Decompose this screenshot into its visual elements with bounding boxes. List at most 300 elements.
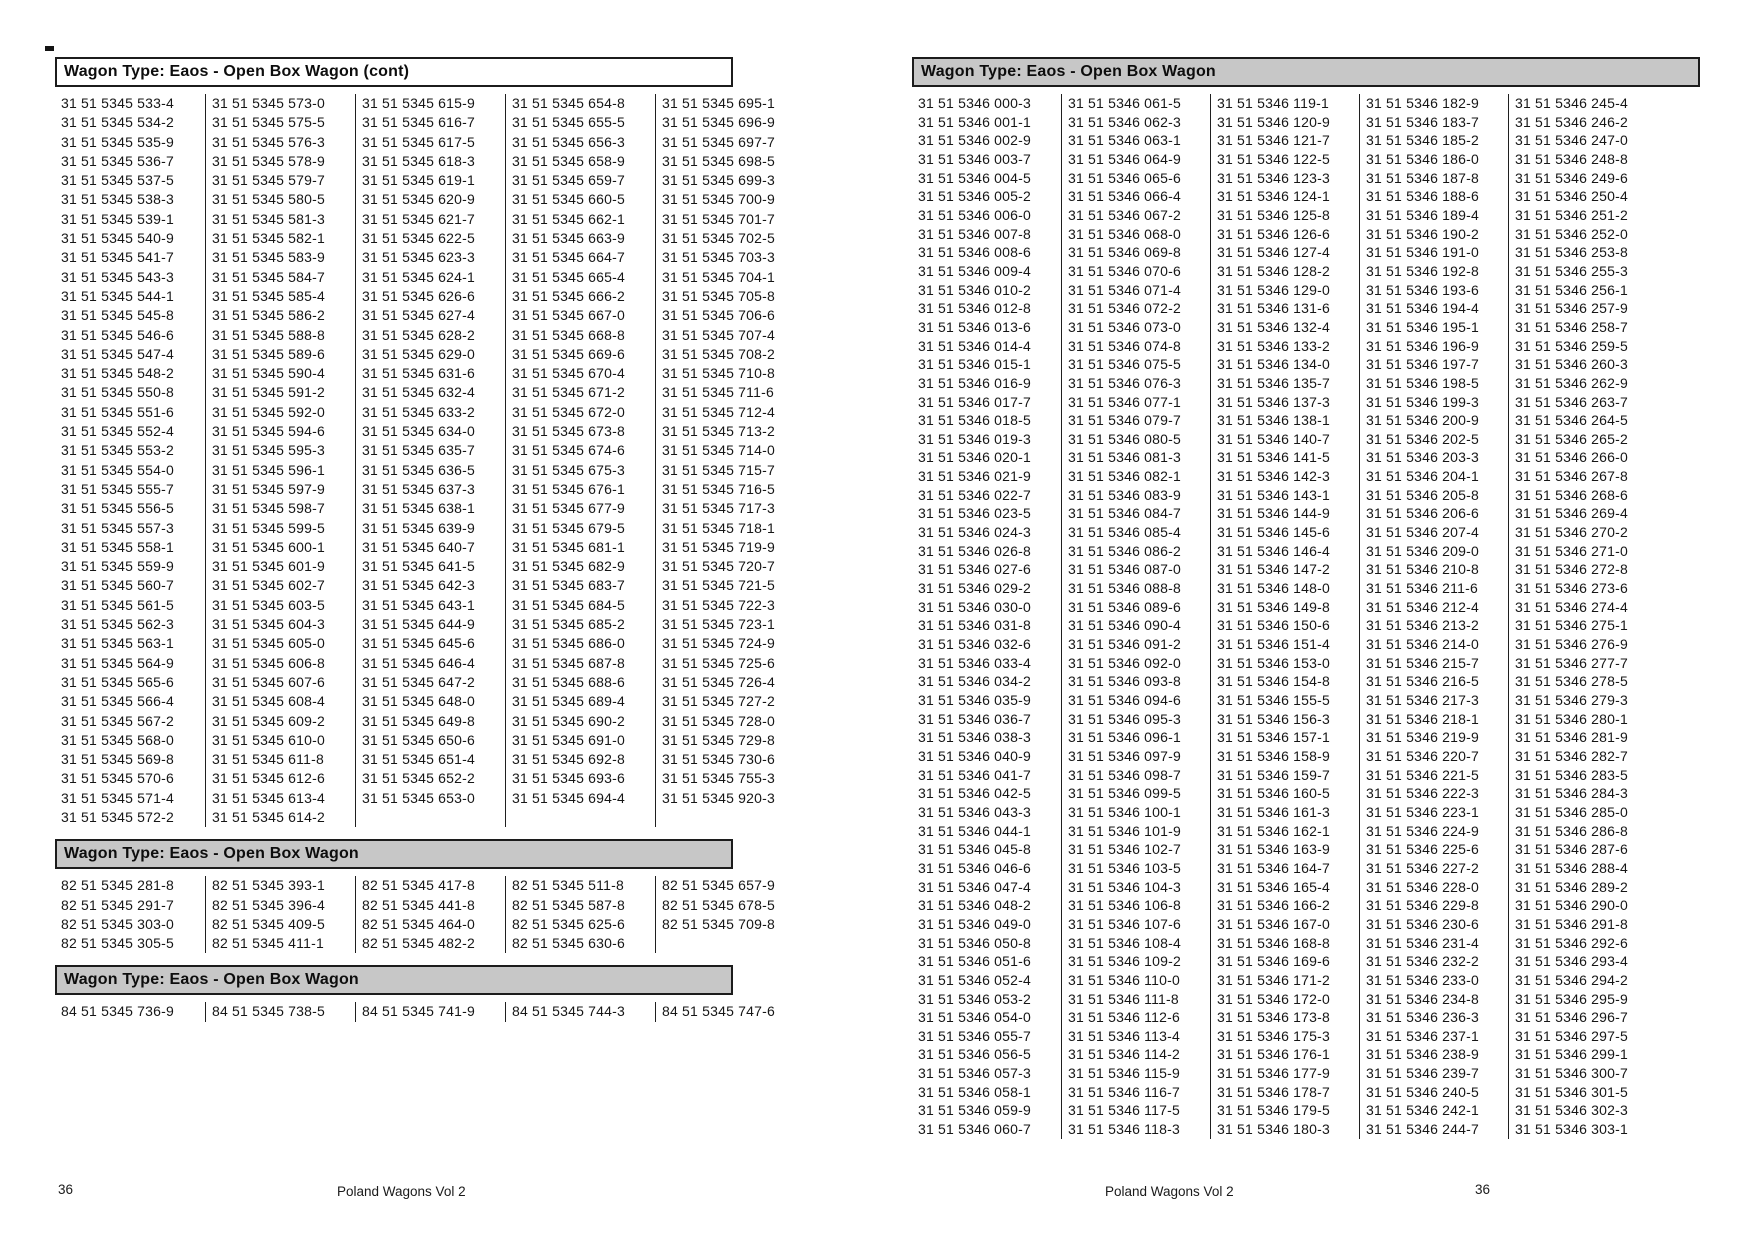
wagon-number: 31 51 5345 664-7 <box>512 249 625 266</box>
wagon-number: 31 51 5345 670-4 <box>512 365 625 382</box>
wagon-number: 31 51 5346 151-4 <box>1217 636 1330 653</box>
wagon-number: 31 51 5346 108-4 <box>1068 934 1181 951</box>
wagon-number: 31 51 5346 132-4 <box>1217 318 1330 335</box>
wagon-number: 31 51 5346 207-4 <box>1366 524 1479 541</box>
wagon-number: 31 51 5345 716-5 <box>662 480 775 497</box>
wagon-number: 31 51 5345 724-9 <box>662 635 775 652</box>
wagon-number: 31 51 5346 138-1 <box>1217 412 1330 429</box>
wagon-number: 31 51 5346 227-2 <box>1366 859 1479 876</box>
wagon-number: 31 51 5346 098-7 <box>1068 766 1181 783</box>
wagon-number: 31 51 5346 124-1 <box>1217 188 1330 205</box>
wagon-number: 31 51 5345 649-8 <box>362 712 475 729</box>
wagon-number: 31 51 5346 021-9 <box>918 468 1031 485</box>
wagon-number: 31 51 5345 726-4 <box>662 673 775 690</box>
wagon-number-column <box>355 1002 505 1021</box>
wagon-number: 31 51 5346 086-2 <box>1068 542 1181 559</box>
wagon-number: 31 51 5346 115-9 <box>1068 1065 1180 1082</box>
wagon-number: 31 51 5346 164-7 <box>1217 859 1330 876</box>
wagon-number: 31 51 5346 003-7 <box>918 150 1031 167</box>
wagon-number: 31 51 5346 077-1 <box>1068 393 1181 410</box>
wagon-number: 31 51 5346 045-8 <box>918 841 1031 858</box>
wagon-number: 31 51 5346 218-1 <box>1366 710 1479 727</box>
wagon-number: 31 51 5346 144-9 <box>1217 505 1330 522</box>
wagon-number-table <box>55 1002 860 1021</box>
wagon-number: 31 51 5345 643-1 <box>362 596 475 613</box>
wagon-number: 31 51 5345 566-4 <box>61 693 174 710</box>
wagon-number: 31 51 5346 014-4 <box>918 337 1031 354</box>
wagon-number: 31 51 5345 601-9 <box>212 558 325 575</box>
wagon-number: 31 51 5345 541-7 <box>61 249 174 266</box>
wagon-number: 31 51 5345 692-8 <box>512 751 625 768</box>
wagon-number: 31 51 5346 253-8 <box>1515 244 1628 261</box>
wagon-number: 84 51 5345 744-3 <box>512 1003 625 1020</box>
wagon-number: 31 51 5346 146-4 <box>1217 542 1330 559</box>
wagon-number: 31 51 5346 044-1 <box>918 822 1031 839</box>
wagon-number-column <box>505 1002 655 1021</box>
wagon-number: 82 51 5345 709-8 <box>662 915 775 932</box>
wagon-number: 31 51 5346 064-9 <box>1068 150 1181 167</box>
wagon-number: 31 51 5345 659-7 <box>512 172 625 189</box>
wagon-number: 31 51 5345 611-8 <box>212 751 324 768</box>
wagon-number: 31 51 5346 296-7 <box>1515 1009 1628 1026</box>
wagon-number: 31 51 5345 636-5 <box>362 461 475 478</box>
wagon-number: 31 51 5346 264-5 <box>1515 412 1628 429</box>
wagon-number: 31 51 5346 169-6 <box>1217 953 1330 970</box>
wagon-number: 31 51 5346 299-1 <box>1515 1046 1628 1063</box>
wagon-number: 31 51 5345 599-5 <box>212 519 325 536</box>
wagon-type-header <box>55 839 733 869</box>
wagon-number: 31 51 5346 272-8 <box>1515 561 1628 578</box>
wagon-number: 31 51 5345 610-0 <box>212 731 325 748</box>
wagon-number: 31 51 5346 075-5 <box>1068 356 1181 373</box>
wagon-number: 31 51 5345 584-7 <box>212 268 325 285</box>
wagon-number: 82 51 5345 281-8 <box>61 877 174 894</box>
wagon-number: 31 51 5346 278-5 <box>1515 673 1628 690</box>
wagon-number: 31 51 5346 031-8 <box>918 617 1031 634</box>
wagon-number: 31 51 5345 646-4 <box>362 654 475 671</box>
wagon-number: 31 51 5346 225-6 <box>1366 841 1479 858</box>
wagon-number: 31 51 5346 165-4 <box>1217 878 1330 895</box>
wagon-number: 31 51 5345 660-5 <box>512 191 625 208</box>
wagon-number: 31 51 5345 569-8 <box>61 751 174 768</box>
wagon-number: 31 51 5345 690-2 <box>512 712 625 729</box>
wagon-number: 31 51 5346 294-2 <box>1515 971 1628 988</box>
wagon-number: 31 51 5346 128-2 <box>1217 262 1330 279</box>
wagon-number: 31 51 5345 725-6 <box>662 654 775 671</box>
wagon-number: 31 51 5345 581-3 <box>212 210 325 227</box>
wagon-number: 31 51 5346 056-5 <box>918 1046 1031 1063</box>
wagon-number: 31 51 5346 300-7 <box>1515 1065 1628 1082</box>
wagon-number: 31 51 5346 046-6 <box>918 859 1031 876</box>
wagon-number: 31 51 5346 002-9 <box>918 132 1031 149</box>
wagon-number: 31 51 5345 558-1 <box>61 538 174 555</box>
wagon-number: 31 51 5346 074-8 <box>1068 337 1181 354</box>
wagon-number: 31 51 5345 609-2 <box>212 712 325 729</box>
wagon-number: 31 51 5346 288-4 <box>1515 859 1628 876</box>
wagon-number: 31 51 5346 085-4 <box>1068 524 1181 541</box>
wagon-number: 31 51 5345 583-9 <box>212 249 325 266</box>
wagon-number: 31 51 5345 604-3 <box>212 616 325 633</box>
wagon-number: 31 51 5345 603-5 <box>212 596 325 613</box>
wagon-number: 31 51 5346 244-7 <box>1366 1121 1479 1138</box>
wagon-type-block <box>912 57 1712 1139</box>
wagon-number: 31 51 5346 230-6 <box>1366 915 1479 932</box>
wagon-number: 31 51 5346 303-1 <box>1515 1121 1628 1138</box>
wagon-number: 31 51 5346 141-5 <box>1217 449 1330 466</box>
wagon-number: 31 51 5345 533-4 <box>61 95 174 111</box>
right-footer-title: Poland Wagons Vol 2 <box>1105 1184 1234 1199</box>
wagon-number: 31 51 5346 204-1 <box>1366 468 1479 485</box>
wagon-number: 82 51 5345 511-8 <box>512 877 624 894</box>
wagon-number: 31 51 5346 287-6 <box>1515 841 1628 858</box>
wagon-number: 31 51 5346 127-4 <box>1217 244 1330 261</box>
wagon-number: 31 51 5346 275-1 <box>1515 617 1628 634</box>
wagon-number: 31 51 5346 092-0 <box>1068 654 1181 671</box>
wagon-number: 31 51 5346 194-4 <box>1366 300 1479 317</box>
wagon-number: 31 51 5346 087-0 <box>1068 561 1181 578</box>
wagon-number: 31 51 5345 712-4 <box>662 403 775 420</box>
wagon-number: 31 51 5346 048-2 <box>918 897 1031 914</box>
wagon-number: 31 51 5346 192-8 <box>1366 262 1479 279</box>
wagon-number: 31 51 5346 179-5 <box>1217 1102 1330 1119</box>
wagon-number-table <box>55 876 860 953</box>
wagon-number: 31 51 5345 645-6 <box>362 635 475 652</box>
wagon-number: 31 51 5345 557-3 <box>61 519 174 536</box>
wagon-number: 31 51 5345 713-2 <box>662 423 775 440</box>
wagon-number: 31 51 5346 033-4 <box>918 654 1031 671</box>
wagon-number: 31 51 5345 714-0 <box>662 442 775 459</box>
wagon-number: 31 51 5346 290-0 <box>1515 897 1628 914</box>
wagon-number: 31 51 5345 642-3 <box>362 577 475 594</box>
wagon-number: 31 51 5346 113-4 <box>1068 1027 1180 1044</box>
wagon-number-column <box>355 94 505 827</box>
wagon-number: 31 51 5346 081-3 <box>1068 449 1181 466</box>
wagon-type-header <box>55 57 733 87</box>
wagon-number: 31 51 5345 686-0 <box>512 635 625 652</box>
wagon-number: 31 51 5345 755-3 <box>662 770 775 787</box>
wagon-number: 31 51 5346 060-7 <box>918 1121 1031 1138</box>
wagon-number: 31 51 5345 567-2 <box>61 712 174 729</box>
wagon-number: 31 51 5345 677-9 <box>512 500 625 517</box>
wagon-number: 31 51 5345 617-5 <box>362 133 475 150</box>
wagon-number: 31 51 5346 157-1 <box>1217 729 1330 746</box>
wagon-number: 31 51 5346 251-2 <box>1515 206 1628 223</box>
wagon-number: 31 51 5345 648-0 <box>362 693 475 710</box>
wagon-number: 31 51 5346 188-6 <box>1366 188 1479 205</box>
wagon-number: 31 51 5345 562-3 <box>61 616 174 633</box>
wagon-number: 31 51 5346 053-2 <box>918 990 1031 1007</box>
wagon-number: 31 51 5346 069-8 <box>1068 244 1181 261</box>
wagon-number: 31 51 5346 066-4 <box>1068 188 1181 205</box>
wagon-number: 31 51 5346 036-7 <box>918 710 1031 727</box>
wagon-number: 31 51 5345 596-1 <box>212 461 325 478</box>
wagon-number: 31 51 5346 267-8 <box>1515 468 1628 485</box>
wagon-number: 31 51 5346 073-0 <box>1068 318 1181 335</box>
wagon-number: 84 51 5345 747-6 <box>662 1003 775 1020</box>
wagon-number: 31 51 5345 683-7 <box>512 577 625 594</box>
wagon-number: 31 51 5345 607-6 <box>212 673 325 690</box>
wagon-type-block <box>55 839 860 953</box>
wagon-number: 31 51 5346 161-3 <box>1217 803 1330 820</box>
wagon-number: 31 51 5346 137-3 <box>1217 393 1330 410</box>
wagon-number: 31 51 5345 653-0 <box>362 789 475 806</box>
wagon-number: 84 51 5345 736-9 <box>61 1003 174 1020</box>
wagon-number: 31 51 5345 548-2 <box>61 365 174 382</box>
wagon-number: 31 51 5345 635-7 <box>362 442 475 459</box>
wagon-number: 82 51 5345 396-4 <box>212 896 325 913</box>
wagon-number: 31 51 5346 055-7 <box>918 1027 1031 1044</box>
wagon-number: 31 51 5346 262-9 <box>1515 374 1628 391</box>
wagon-number: 31 51 5346 239-7 <box>1366 1065 1479 1082</box>
wagon-number: 31 51 5346 242-1 <box>1366 1102 1479 1119</box>
wagon-number: 31 51 5346 154-8 <box>1217 673 1330 690</box>
wagon-number: 31 51 5345 693-6 <box>512 770 625 787</box>
wagon-number: 31 51 5345 666-2 <box>512 287 625 304</box>
wagon-number: 31 51 5345 729-8 <box>662 731 775 748</box>
wagon-number: 31 51 5346 022-7 <box>918 486 1031 503</box>
wagon-number: 31 51 5346 221-5 <box>1366 766 1479 783</box>
wagon-number: 31 51 5346 057-3 <box>918 1065 1031 1082</box>
wagon-number: 31 51 5346 268-6 <box>1515 486 1628 503</box>
wagon-number: 31 51 5345 580-5 <box>212 191 325 208</box>
wagon-number: 31 51 5345 672-0 <box>512 403 625 420</box>
wagon-number: 31 51 5345 568-0 <box>61 731 174 748</box>
wagon-number: 31 51 5346 076-3 <box>1068 374 1181 391</box>
wagon-number: 31 51 5346 203-3 <box>1366 449 1479 466</box>
wagon-number: 31 51 5345 626-6 <box>362 287 475 304</box>
wagon-number: 31 51 5346 120-9 <box>1217 113 1330 130</box>
wagon-number: 31 51 5346 185-2 <box>1366 132 1479 149</box>
wagon-number: 31 51 5345 553-2 <box>61 442 174 459</box>
wagon-number: 31 51 5346 123-3 <box>1217 169 1330 186</box>
wagon-number: 31 51 5346 083-9 <box>1068 486 1181 503</box>
wagon-number: 31 51 5346 140-7 <box>1217 430 1330 447</box>
wagon-number: 31 51 5345 662-1 <box>512 210 625 227</box>
wagon-number: 31 51 5346 088-8 <box>1068 580 1181 597</box>
wagon-number: 31 51 5346 168-8 <box>1217 934 1330 951</box>
wagon-number: 31 51 5346 071-4 <box>1068 281 1181 298</box>
wagon-number: 31 51 5345 675-3 <box>512 461 625 478</box>
wagon-number: 31 51 5346 027-6 <box>918 561 1031 578</box>
wagon-number: 31 51 5345 706-6 <box>662 307 775 324</box>
wagon-number: 31 51 5346 122-5 <box>1217 150 1330 167</box>
wagon-number: 31 51 5345 640-7 <box>362 538 475 555</box>
wagon-number: 31 51 5346 135-7 <box>1217 374 1330 391</box>
wagon-number: 31 51 5345 621-7 <box>362 210 475 227</box>
wagon-number: 31 51 5346 147-2 <box>1217 561 1330 578</box>
wagon-number: 31 51 5346 054-0 <box>918 1009 1031 1026</box>
wagon-number: 31 51 5345 606-8 <box>212 654 325 671</box>
wagon-number: 31 51 5345 708-2 <box>662 345 775 362</box>
wagon-number: 31 51 5345 704-1 <box>662 268 775 285</box>
wagon-number: 31 51 5345 550-8 <box>61 384 174 401</box>
wagon-number: 31 51 5346 093-8 <box>1068 673 1181 690</box>
wagon-number: 31 51 5346 012-8 <box>918 300 1031 317</box>
wagon-type-block <box>55 57 860 827</box>
wagon-number: 31 51 5345 556-5 <box>61 500 174 517</box>
wagon-number: 31 51 5345 644-9 <box>362 616 475 633</box>
wagon-number: 31 51 5346 257-9 <box>1515 300 1628 317</box>
left-page <box>55 57 860 1199</box>
wagon-number: 31 51 5346 293-4 <box>1515 953 1628 970</box>
left-page-number: 36 <box>58 1182 74 1197</box>
wagon-number: 31 51 5346 009-4 <box>918 262 1031 279</box>
wagon-number: 31 51 5346 187-8 <box>1366 169 1479 186</box>
wagon-number: 82 51 5345 441-8 <box>362 896 475 913</box>
wagon-number: 31 51 5346 042-5 <box>918 785 1031 802</box>
wagon-number: 31 51 5346 019-3 <box>918 430 1031 447</box>
wagon-number: 82 51 5345 464-0 <box>362 915 475 932</box>
wagon-number: 31 51 5346 301-5 <box>1515 1083 1628 1100</box>
wagon-number: 31 51 5345 608-4 <box>212 693 325 710</box>
wagon-number: 31 51 5346 297-5 <box>1515 1027 1628 1044</box>
right-page <box>912 57 1712 1199</box>
wagon-number: 31 51 5345 710-8 <box>662 365 775 382</box>
wagon-number-table <box>55 94 860 827</box>
wagon-number: 31 51 5346 291-8 <box>1515 915 1628 932</box>
wagon-number: 31 51 5345 656-3 <box>512 133 625 150</box>
wagon-number: 31 51 5346 134-0 <box>1217 356 1330 373</box>
wagon-number-table <box>912 94 1712 1139</box>
scan-artifact <box>45 46 54 51</box>
wagon-number: 31 51 5346 222-3 <box>1366 785 1479 802</box>
wagon-number: 31 51 5346 295-9 <box>1515 990 1628 1007</box>
wagon-number: 31 51 5345 622-5 <box>362 230 475 247</box>
wagon-number-column <box>1210 94 1359 1139</box>
wagon-number: 31 51 5345 674-6 <box>512 442 625 459</box>
wagon-number: 31 51 5346 106-8 <box>1068 897 1181 914</box>
wagon-number: 31 51 5346 061-5 <box>1068 95 1181 111</box>
wagon-number: 31 51 5345 534-2 <box>61 114 174 131</box>
wagon-number: 31 51 5346 246-2 <box>1515 113 1628 130</box>
wagon-number: 31 51 5346 072-2 <box>1068 300 1181 317</box>
wagon-number: 31 51 5345 612-6 <box>212 770 325 787</box>
wagon-number-column <box>505 876 655 953</box>
wagon-number: 31 51 5345 637-3 <box>362 480 475 497</box>
wagon-number: 31 51 5346 219-9 <box>1366 729 1479 746</box>
wagon-number: 31 51 5345 555-7 <box>61 480 174 497</box>
wagon-number-column <box>1061 94 1210 1139</box>
wagon-number: 82 51 5345 587-8 <box>512 896 625 913</box>
wagon-number: 31 51 5346 270-2 <box>1515 524 1628 541</box>
wagon-number: 31 51 5346 229-8 <box>1366 897 1479 914</box>
wagon-number: 31 51 5346 110-0 <box>1068 971 1180 988</box>
wagon-number: 31 51 5345 719-9 <box>662 538 775 555</box>
wagon-number: 31 51 5346 089-6 <box>1068 598 1181 615</box>
wagon-number: 31 51 5345 554-0 <box>61 461 174 478</box>
wagon-number: 31 51 5345 728-0 <box>662 712 775 729</box>
wagon-number: 31 51 5346 006-0 <box>918 206 1031 223</box>
wagon-number: 31 51 5345 565-6 <box>61 673 174 690</box>
wagon-number: 31 51 5346 090-4 <box>1068 617 1181 634</box>
wagon-number: 31 51 5346 018-5 <box>918 412 1031 429</box>
wagon-number: 31 51 5346 010-2 <box>918 281 1031 298</box>
wagon-number: 31 51 5346 051-6 <box>918 953 1031 970</box>
wagon-number: 31 51 5345 669-6 <box>512 345 625 362</box>
wagon-number: 31 51 5346 276-9 <box>1515 636 1628 653</box>
wagon-number: 31 51 5345 707-4 <box>662 326 775 343</box>
wagon-number: 31 51 5346 040-9 <box>918 747 1031 764</box>
wagon-number: 31 51 5345 699-3 <box>662 172 775 189</box>
wagon-number: 31 51 5346 148-0 <box>1217 580 1330 597</box>
wagon-number: 31 51 5345 592-0 <box>212 403 325 420</box>
wagon-number: 31 51 5345 628-2 <box>362 326 475 343</box>
wagon-number: 31 51 5345 563-1 <box>61 635 174 652</box>
wagon-number: 31 51 5346 252-0 <box>1515 225 1628 242</box>
wagon-number: 31 51 5346 196-9 <box>1366 337 1479 354</box>
wagon-number: 31 51 5345 544-1 <box>61 287 174 304</box>
wagon-number: 31 51 5345 682-9 <box>512 558 625 575</box>
wagon-number: 31 51 5346 282-7 <box>1515 747 1628 764</box>
wagon-number: 31 51 5345 585-4 <box>212 287 325 304</box>
wagon-number: 31 51 5345 616-7 <box>362 114 475 131</box>
wagon-number: 31 51 5346 084-7 <box>1068 505 1181 522</box>
wagon-number: 31 51 5346 100-1 <box>1068 803 1181 820</box>
wagon-number: 31 51 5345 730-6 <box>662 751 775 768</box>
wagon-number: 31 51 5345 634-0 <box>362 423 475 440</box>
wagon-number: 31 51 5346 091-2 <box>1068 636 1181 653</box>
wagon-number: 31 51 5346 158-9 <box>1217 747 1330 764</box>
wagon-number: 31 51 5346 149-8 <box>1217 598 1330 615</box>
wagon-number: 31 51 5345 687-8 <box>512 654 625 671</box>
wagon-number-column <box>655 94 805 827</box>
wagon-number: 31 51 5345 571-4 <box>61 789 174 806</box>
wagon-type-title: Wagon Type: Eaos - Open Box Wagon <box>64 845 359 863</box>
wagon-number: 31 51 5345 654-8 <box>512 95 625 111</box>
wagon-number: 31 51 5346 177-9 <box>1217 1065 1330 1082</box>
wagon-number: 31 51 5345 697-7 <box>662 133 775 150</box>
wagon-number: 31 51 5346 050-8 <box>918 934 1031 951</box>
wagon-number: 31 51 5346 001-1 <box>918 113 1031 130</box>
wagon-number: 31 51 5345 623-3 <box>362 249 475 266</box>
wagon-number: 31 51 5346 159-7 <box>1217 766 1330 783</box>
wagon-number-column <box>55 1002 205 1021</box>
wagon-number: 31 51 5345 627-4 <box>362 307 475 324</box>
wagon-number-column <box>205 1002 355 1021</box>
wagon-number: 31 51 5345 700-9 <box>662 191 775 208</box>
wagon-number: 31 51 5346 175-3 <box>1217 1027 1330 1044</box>
wagon-number: 31 51 5346 020-1 <box>918 449 1031 466</box>
wagon-number: 31 51 5346 041-7 <box>918 766 1031 783</box>
wagon-number: 31 51 5346 111-8 <box>1068 990 1179 1007</box>
wagon-number: 31 51 5345 590-4 <box>212 365 325 382</box>
wagon-number: 31 51 5346 211-6 <box>1366 580 1478 597</box>
wagon-number: 31 51 5346 005-2 <box>918 188 1031 205</box>
wagon-number: 31 51 5346 284-3 <box>1515 785 1628 802</box>
wagon-number: 31 51 5346 277-7 <box>1515 654 1628 671</box>
wagon-number-column <box>1359 94 1508 1139</box>
wagon-number: 31 51 5345 721-5 <box>662 577 775 594</box>
wagon-number: 31 51 5346 114-2 <box>1068 1046 1180 1063</box>
wagon-number: 31 51 5346 004-5 <box>918 169 1031 186</box>
wagon-number: 31 51 5346 145-6 <box>1217 524 1330 541</box>
wagon-number: 31 51 5346 117-5 <box>1068 1102 1180 1119</box>
wagon-number: 31 51 5345 701-7 <box>662 210 775 227</box>
wagon-number: 31 51 5346 281-9 <box>1515 729 1628 746</box>
wagon-number: 31 51 5345 613-4 <box>212 789 325 806</box>
wagon-number: 31 51 5345 618-3 <box>362 152 475 169</box>
wagon-number: 31 51 5346 259-5 <box>1515 337 1628 354</box>
wagon-number: 31 51 5345 564-9 <box>61 654 174 671</box>
wagon-number-column <box>1508 94 1657 1139</box>
wagon-number: 31 51 5345 681-1 <box>512 538 625 555</box>
wagon-number: 31 51 5346 166-2 <box>1217 897 1330 914</box>
wagon-number: 31 51 5346 068-0 <box>1068 225 1181 242</box>
wagon-number: 31 51 5345 579-7 <box>212 172 325 189</box>
wagon-number: 31 51 5345 615-9 <box>362 95 475 111</box>
wagon-number: 31 51 5346 289-2 <box>1515 878 1628 895</box>
wagon-number: 31 51 5346 231-4 <box>1366 934 1479 951</box>
